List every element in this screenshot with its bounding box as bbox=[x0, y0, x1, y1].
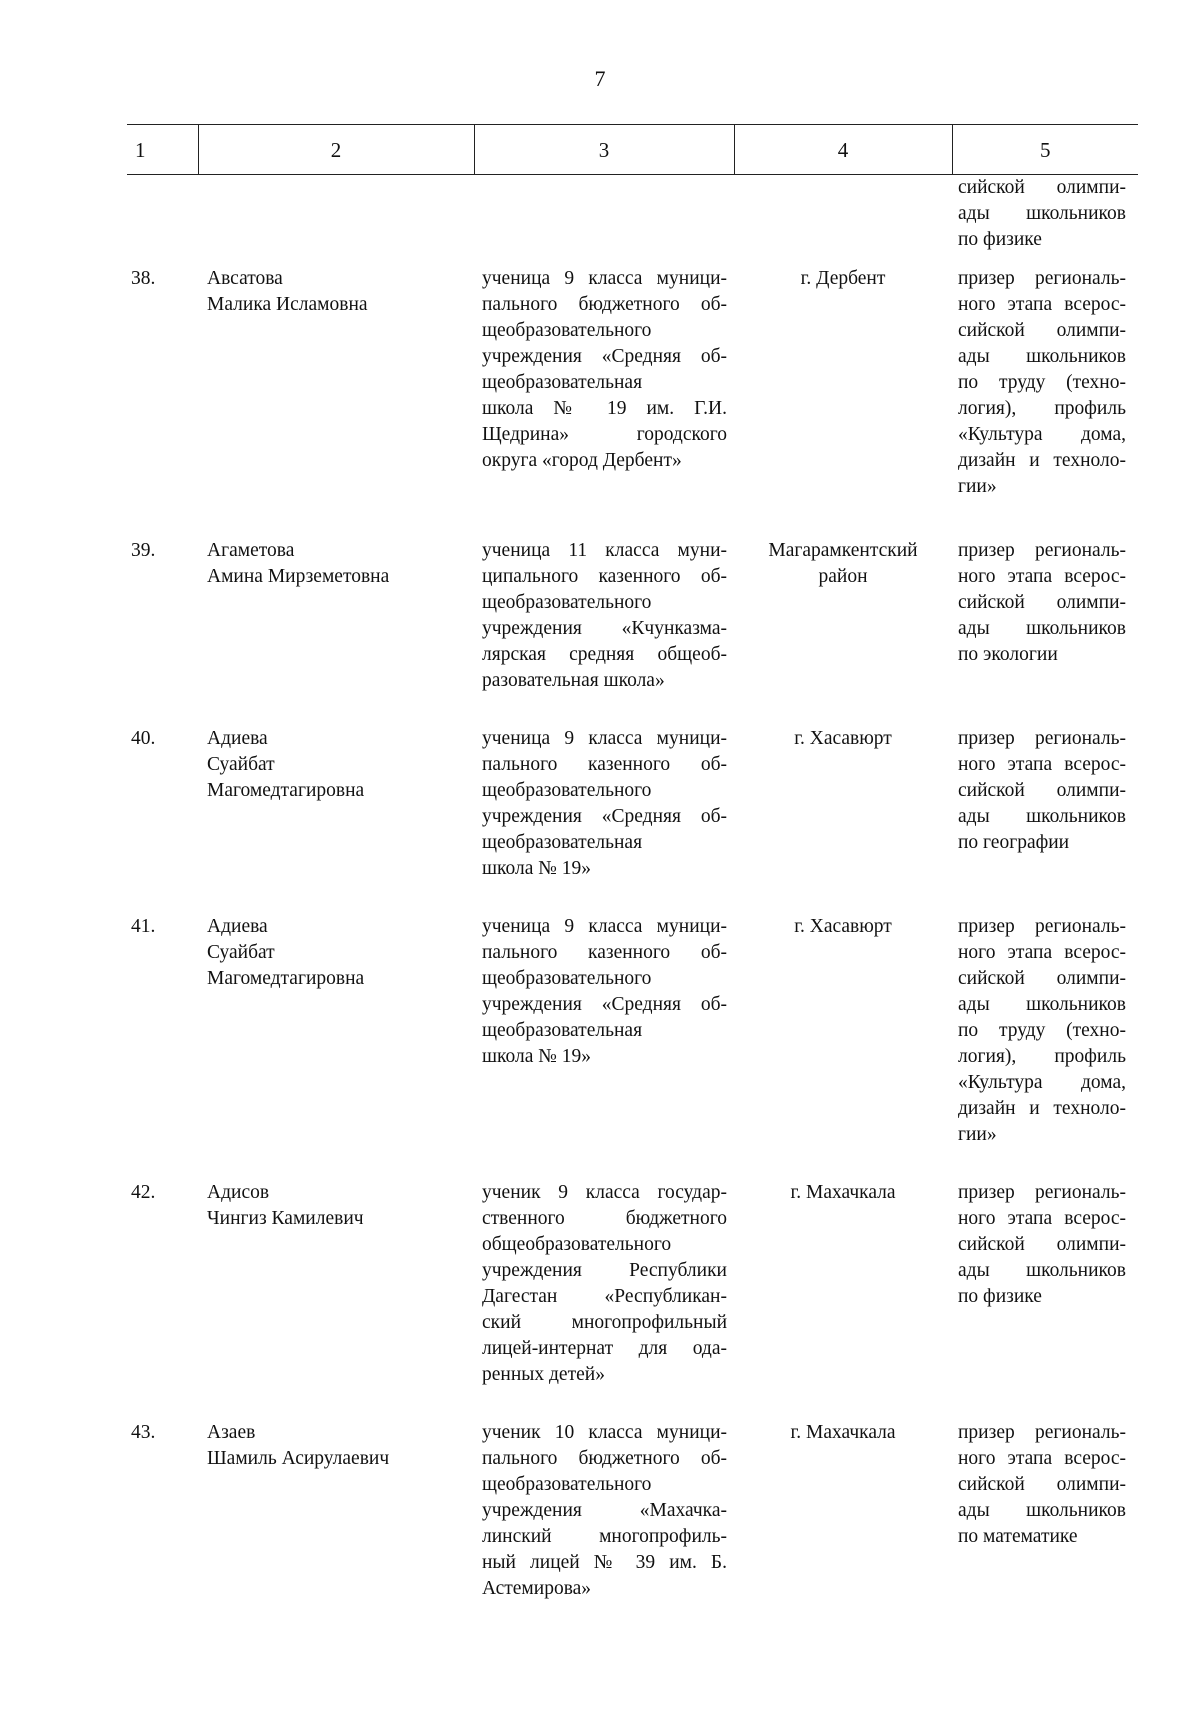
name-line: Азаев bbox=[207, 1422, 256, 1443]
awardees-table bbox=[127, 124, 1138, 1614]
row-number-cell bbox=[127, 894, 198, 1160]
award-line: сийской олимпи- bbox=[958, 780, 1126, 801]
award-line: дизайн и техноло- bbox=[958, 450, 1126, 471]
award-line: призер региональ- bbox=[958, 916, 1126, 937]
row-number: 43. bbox=[131, 1422, 156, 1443]
name-line: Адисов bbox=[207, 1182, 270, 1203]
school-cell bbox=[474, 1400, 734, 1614]
award-line: ного этапа всерос- bbox=[958, 294, 1126, 315]
school-line: щеобразовательного bbox=[482, 592, 652, 613]
name-cell bbox=[198, 1400, 474, 1614]
school-line: ственного бюджетного bbox=[482, 1208, 727, 1229]
row-number-cell bbox=[127, 1400, 198, 1614]
award-line: логия), профиль bbox=[958, 1046, 1126, 1067]
table-row bbox=[127, 512, 1138, 706]
school-line: ский многопрофильный bbox=[482, 1312, 727, 1333]
school-line: учреждения «Кчунказма- bbox=[482, 618, 727, 639]
row-number-cell bbox=[127, 258, 198, 512]
award-line: призер региональ- bbox=[958, 540, 1126, 561]
school-line: щеобразовательного bbox=[482, 1474, 652, 1495]
award-line: ады школьников bbox=[958, 1500, 1126, 1521]
column-header-2: 2 bbox=[198, 125, 474, 175]
location-line: г. Дербент bbox=[800, 268, 886, 289]
award-line: сийской олимпи- bbox=[958, 320, 1126, 341]
column-header-3: 3 bbox=[474, 125, 734, 175]
row-number: 39. bbox=[131, 540, 156, 561]
name-line: Авсатова bbox=[207, 268, 283, 289]
row-number: 41. bbox=[131, 916, 156, 937]
school-line: ренных детей» bbox=[482, 1364, 605, 1385]
award-line: призер региональ- bbox=[958, 1422, 1126, 1443]
name-line: Адиева bbox=[207, 916, 268, 937]
school-line: разовательная школа» bbox=[482, 670, 665, 691]
table-row bbox=[127, 706, 1138, 894]
school-line: ный лицей № 39 им. Б. bbox=[482, 1552, 727, 1573]
award-line: сийской олимпи- bbox=[958, 177, 1126, 198]
award-line: дизайн и техноло- bbox=[958, 1098, 1126, 1119]
school-line: школа № 19» bbox=[482, 858, 591, 879]
name-line: Адиева bbox=[207, 728, 268, 749]
table-header-row bbox=[127, 125, 1138, 175]
row-number: 42. bbox=[131, 1182, 156, 1203]
location-cell bbox=[734, 894, 952, 1160]
school-line: щеобразовательная bbox=[482, 372, 643, 393]
table-row bbox=[127, 1160, 1138, 1400]
row-number: 38. bbox=[131, 268, 156, 289]
row-number: 40. bbox=[131, 728, 156, 749]
school-line: щеобразовательная bbox=[482, 1020, 643, 1041]
school-line: щеобразовательная bbox=[482, 832, 643, 853]
location-cell bbox=[734, 1160, 952, 1400]
name-line: Агаметова bbox=[207, 540, 295, 561]
school-line: ученица 11 класса муни- bbox=[482, 540, 727, 561]
table-body bbox=[127, 175, 1138, 1615]
award-line: призер региональ- bbox=[958, 728, 1126, 749]
award-line: призер региональ- bbox=[958, 1182, 1126, 1203]
school-cell bbox=[474, 894, 734, 1160]
award-line: по географии bbox=[958, 832, 1070, 853]
school-line: учреждения «Средняя об- bbox=[482, 994, 727, 1015]
award-line: ного этапа всерос- bbox=[958, 942, 1126, 963]
column-header-5: 5 bbox=[952, 125, 1138, 175]
award-line: призер региональ- bbox=[958, 268, 1126, 289]
award-line: ады школьников bbox=[958, 346, 1126, 367]
award-line: гии» bbox=[958, 1124, 997, 1145]
location-cell bbox=[734, 258, 952, 512]
school-line: общеобразовательного bbox=[482, 1234, 672, 1255]
award-cell bbox=[952, 512, 1138, 706]
award-line: ного этапа всерос- bbox=[958, 1448, 1126, 1469]
award-line: по экологии bbox=[958, 644, 1058, 665]
row-number-cell bbox=[127, 706, 198, 894]
award-line: ады школьников bbox=[958, 618, 1126, 639]
location-line: район bbox=[818, 566, 868, 587]
column-header-4: 4 bbox=[734, 125, 952, 175]
location-line: Магарамкентский bbox=[768, 540, 918, 561]
award-line: ады школьников bbox=[958, 1260, 1126, 1281]
location-line: г. Хасавюрт bbox=[794, 728, 892, 749]
school-line: школа № 19» bbox=[482, 1046, 591, 1067]
award-line: ного этапа всерос- bbox=[958, 566, 1126, 587]
award-line: логия), профиль bbox=[958, 398, 1126, 419]
row-number-cell bbox=[127, 512, 198, 706]
school-line: ученик 10 класса муници- bbox=[482, 1422, 727, 1443]
award-line: ады школьников bbox=[958, 994, 1126, 1015]
award-line: гии» bbox=[958, 476, 997, 497]
location-line: г. Хасавюрт bbox=[794, 916, 892, 937]
school-line: округа «город Дербент» bbox=[482, 450, 682, 471]
award-line: ного этапа всерос- bbox=[958, 1208, 1126, 1229]
school-line: ученица 9 класса муници- bbox=[482, 916, 727, 937]
name-line: Амина Мирземетовна bbox=[207, 566, 390, 587]
row-number-cell bbox=[127, 1160, 198, 1400]
award-line: по математике bbox=[958, 1526, 1078, 1547]
school-line: учреждения Республики bbox=[482, 1260, 727, 1281]
award-line: по физике bbox=[958, 1286, 1042, 1307]
school-line: ученик 9 класса государ- bbox=[482, 1182, 727, 1203]
school-line: ципального казенного об- bbox=[482, 566, 727, 587]
page-number: 7 bbox=[594, 66, 606, 91]
school-line: Щедрина» городского bbox=[482, 424, 727, 445]
school-line: Дагестан «Республикан- bbox=[482, 1286, 727, 1307]
award-line: сийской олимпи- bbox=[958, 1234, 1126, 1255]
continuation-award-cell bbox=[952, 175, 1138, 259]
table-row bbox=[127, 1400, 1138, 1614]
name-line: Суайбат bbox=[207, 754, 275, 775]
school-line: лярская средняя общеоб- bbox=[482, 644, 727, 665]
school-line: Астемирова» bbox=[482, 1578, 592, 1599]
school-line: линский многопрофиль- bbox=[482, 1526, 727, 1547]
school-line: ученица 9 класса муници- bbox=[482, 268, 727, 289]
name-cell bbox=[198, 258, 474, 512]
school-cell bbox=[474, 1160, 734, 1400]
name-line: Чингиз Камилевич bbox=[207, 1208, 364, 1229]
name-cell bbox=[198, 706, 474, 894]
school-line: пального казенного об- bbox=[482, 942, 727, 963]
name-line: Магомедтагировна bbox=[207, 780, 365, 801]
name-line: Суайбат bbox=[207, 942, 275, 963]
table-row bbox=[127, 258, 1138, 512]
award-cell bbox=[952, 894, 1138, 1160]
school-cell bbox=[474, 706, 734, 894]
school-line: пального казенного об- bbox=[482, 754, 727, 775]
school-line: учреждения «Средняя об- bbox=[482, 806, 727, 827]
school-line: учреждения «Махачка- bbox=[482, 1500, 727, 1521]
award-line: по труду (техно- bbox=[958, 1020, 1126, 1041]
award-line: сийской олимпи- bbox=[958, 1474, 1126, 1495]
name-cell bbox=[198, 512, 474, 706]
name-cell bbox=[198, 1160, 474, 1400]
school-cell bbox=[474, 512, 734, 706]
location-line: г. Махачкала bbox=[790, 1182, 896, 1203]
school-line: щеобразовательного bbox=[482, 320, 652, 341]
award-line: сийской олимпи- bbox=[958, 592, 1126, 613]
school-line: лицей-интернат для ода- bbox=[482, 1338, 727, 1359]
award-line: ады школьников bbox=[958, 806, 1126, 827]
school-line: учреждения «Средняя об- bbox=[482, 346, 727, 367]
column-header-1: 1 bbox=[127, 125, 198, 175]
school-line: пального бюджетного об- bbox=[482, 294, 727, 315]
school-cell bbox=[474, 258, 734, 512]
award-line: ады школьников bbox=[958, 203, 1126, 224]
award-line: ного этапа всерос- bbox=[958, 754, 1126, 775]
location-cell bbox=[734, 512, 952, 706]
location-cell bbox=[734, 1400, 952, 1614]
award-cell bbox=[952, 1160, 1138, 1400]
award-line: по труду (техно- bbox=[958, 372, 1126, 393]
school-line: ученица 9 класса муници- bbox=[482, 728, 727, 749]
location-line: г. Махачкала bbox=[790, 1422, 896, 1443]
name-line: Магомедтагировна bbox=[207, 968, 365, 989]
school-line: школа № 19 им. Г.И. bbox=[482, 398, 727, 419]
school-line: пального бюджетного об- bbox=[482, 1448, 727, 1469]
continuation-row bbox=[127, 175, 1138, 259]
award-line: «Культура дома, bbox=[958, 1072, 1126, 1093]
location-cell bbox=[734, 706, 952, 894]
name-line: Малика Исламовна bbox=[207, 294, 368, 315]
name-line: Шамиль Асирулаевич bbox=[207, 1448, 390, 1469]
school-line: щеобразовательного bbox=[482, 780, 652, 801]
school-line: щеобразовательного bbox=[482, 968, 652, 989]
award-line: по физике bbox=[958, 229, 1042, 250]
award-cell bbox=[952, 1400, 1138, 1614]
table-row bbox=[127, 894, 1138, 1160]
award-cell bbox=[952, 706, 1138, 894]
award-line: «Культура дома, bbox=[958, 424, 1126, 445]
name-cell bbox=[198, 894, 474, 1160]
award-line: сийской олимпи- bbox=[958, 968, 1126, 989]
award-cell bbox=[952, 258, 1138, 512]
